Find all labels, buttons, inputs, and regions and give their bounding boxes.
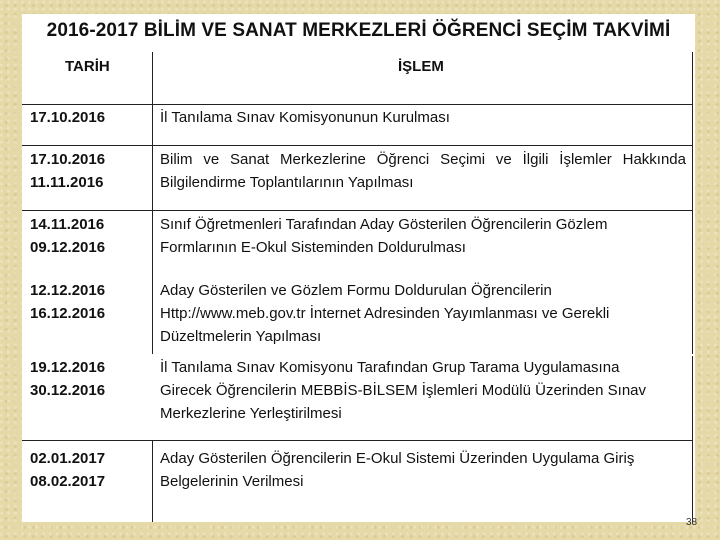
description-line: İl Tanılama Sınav Komisyonunun Kurulması [160, 109, 450, 126]
date-end: 30.12.2016 [30, 382, 106, 399]
date-start: 14.11.2016 [30, 216, 105, 233]
row-description [160, 279, 609, 348]
row-description [160, 447, 634, 493]
description-line: Http://www.meb.gov.tr İnternet Adresinden Yayımlanması ve Gerekli [160, 305, 610, 322]
row-dates [30, 447, 105, 493]
date-end: 08.02.2017 [30, 473, 106, 490]
date-start: 17.10.2016 [30, 151, 106, 168]
row-description [160, 213, 607, 259]
date-start: 02.01.2017 [30, 450, 106, 467]
date-end: 11.11.2016 [30, 174, 104, 191]
row-description [160, 356, 646, 425]
description-line: İl Tanılama Sınav Komisyonu Tarafından Grup Tarama Uygulamasına [160, 359, 620, 376]
row-dates [30, 106, 105, 129]
description-line: Formlarının E-Okul Sisteminden Doldurulması [160, 239, 466, 256]
row-divider [22, 440, 693, 441]
column-divider [152, 440, 153, 522]
column-divider [152, 52, 153, 354]
row-divider [22, 145, 693, 146]
description-line: Bilim ve Sanat Merkezlerine Öğrenci Seçimi ve İlgili İşlemler Hakkında [160, 151, 686, 168]
description-line: Belgelerinin Verilmesi [160, 473, 304, 490]
date-start: 19.12.2016 [30, 359, 106, 376]
description-line: Girecek Öğrencilerin MEBBİS-BİLSEM İşlemleri Modülü Üzerinden Sınav [160, 382, 647, 399]
date-start: 12.12.2016 [30, 282, 106, 299]
description-line: Sınıf Öğretmenleri Tarafından Aday Gösterilen Öğrencilerin Gözlem [160, 216, 608, 233]
table-right-border [692, 52, 693, 354]
date-start: 17.10.2016 [30, 109, 106, 126]
row-divider [22, 210, 693, 211]
row-dates [30, 148, 105, 194]
date-end: 09.12.2016 [30, 239, 106, 256]
row-divider [22, 104, 693, 105]
row-dates [30, 356, 105, 402]
description-line: Düzeltmelerin Yapılması [160, 328, 322, 345]
page-number: 38 [686, 517, 698, 528]
description-line: Aday Gösterilen ve Gözlem Formu Doldurulan Öğrencilerin [160, 282, 552, 299]
row-description [160, 106, 450, 129]
description-line: Aday Gösterilen Öğrencilerin E-Okul Sistemi Üzerinden Uygulama Giriş [160, 450, 635, 467]
page-title: 2016-2017 BİLİM VE SANAT MERKEZLERİ ÖĞRENCİ SEÇİM TAKVİMİ [46, 20, 671, 41]
table-right-border [692, 356, 693, 522]
header-action: İŞLEM [398, 58, 444, 75]
row-dates [30, 279, 105, 325]
row-dates [30, 213, 105, 259]
schedule-sheet [22, 14, 695, 522]
description-line: Bilgilendirme Toplantılarının Yapılması [160, 174, 414, 191]
date-end: 16.12.2016 [30, 305, 106, 322]
row-description [160, 148, 686, 194]
header-date: TARİH [65, 58, 110, 75]
description-line: Merkezlerine Yerleştirilmesi [160, 405, 342, 422]
